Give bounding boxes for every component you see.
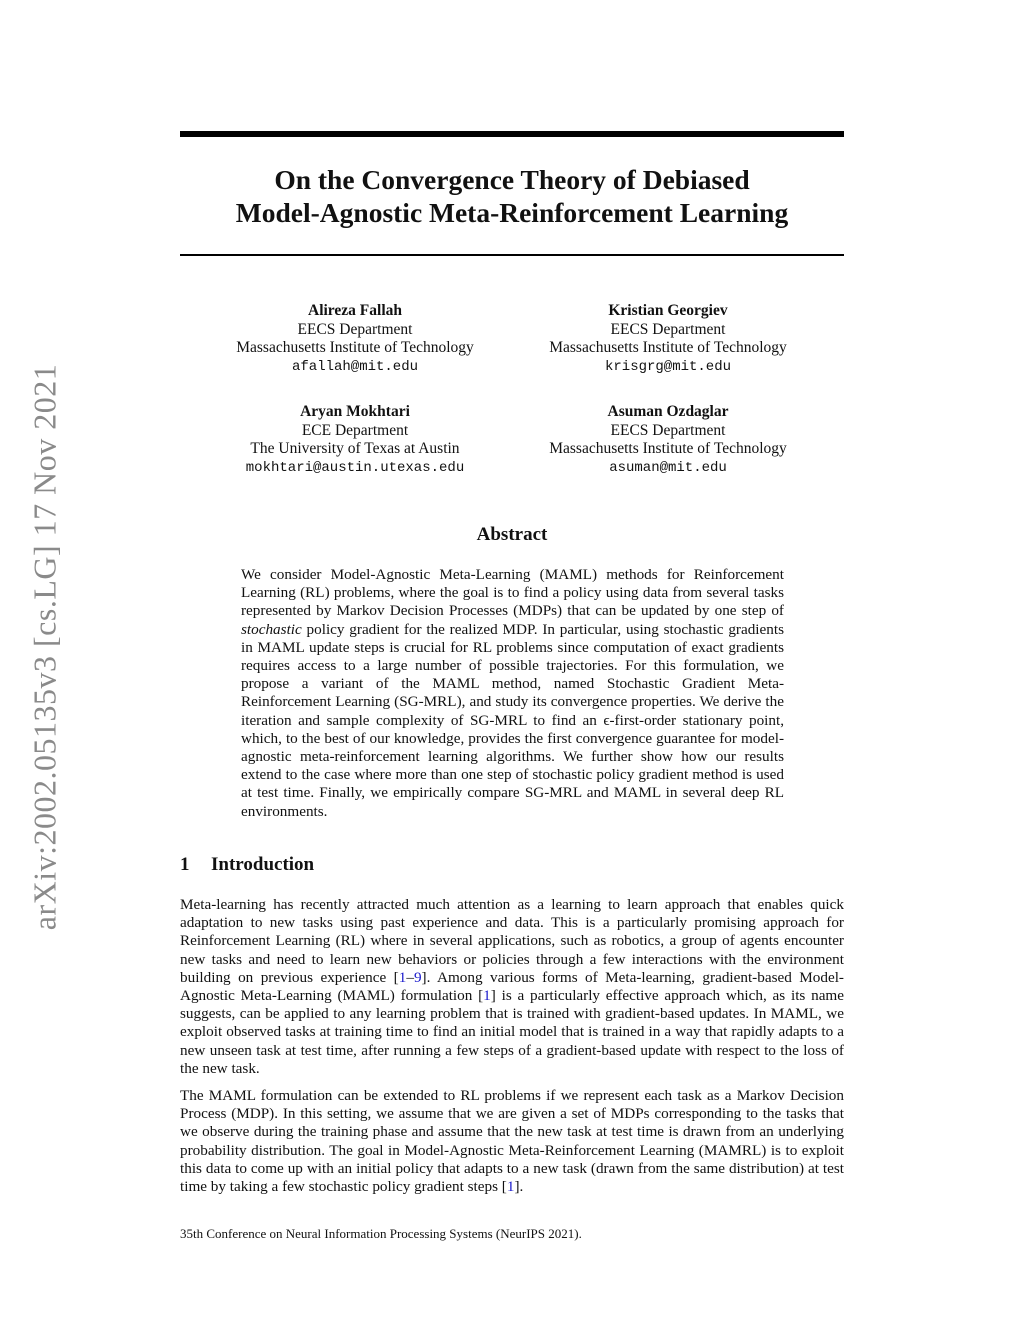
author-affiliation: Massachusetts Institute of Technology [236,339,474,356]
author-block [528,403,808,477]
abstract-text [241,566,784,821]
author-name: Kristian Georgiev [608,302,728,319]
section-title: Introduction [211,854,315,875]
citation-dash: – [406,968,414,986]
author-department: EECS Department [297,320,413,338]
conference-footnote: 35th Conference on Neural Information Processing Systems (NeurIPS 2021). [180,1226,582,1241]
abstract-text-part: We consider Model-Agnostic Meta-Learning (MAML) methods for Reinforcement Learning (RL) problems, where the goal is to find a policy using data from several tasks represented by Markov Decision Processes (MDPs) that can be updated by one step of [241,566,784,620]
author-affiliation: The University of Texas at Austin [250,440,460,457]
citation-link[interactable]: 9 [413,968,422,986]
abstract-emphasis: stochastic [241,620,302,638]
author-block [215,403,495,477]
title-line-1: On the Convergence Theory of Debiased [274,164,750,195]
author-affiliation: Massachusetts Institute of Technology [549,440,787,457]
citation-link[interactable]: 1 [483,987,491,1005]
arxiv-stamp: arXiv:2002.05135v3 [cs.LG] 17 Nov 2021 [26,363,63,931]
author-name: Alireza Fallah [308,302,402,319]
abstract-heading: Abstract [476,524,548,545]
intro-paragraph-2 [180,1087,844,1196]
author-department: EECS Department [610,421,726,439]
author-email: asuman@mit.edu [609,459,727,476]
paragraph-text: ]. Among various forms of Meta-learning, gradient-based Model-Agnostic Meta-Learning (MAML) formulation [ [180,968,844,1005]
section-heading [180,854,314,876]
author-email: krisgrg@mit.edu [604,358,732,375]
intro-paragraph-1 [180,896,844,1078]
title-bottom-rule [180,254,844,256]
paper-title [180,163,844,229]
author-department: EECS Department [610,320,726,338]
paragraph-text: Meta-learning has recently attracted much attention as a learning to learn approach that enables quick adaptation to new tasks using past experience and data. This is a particularly promising approach for Reinforcement Learning (RL) where in several applications, such as robotics, a group of agents encounter new tasks and need to learn new behaviors or policies through a few interactions with the environment building on previous experience [ [180,896,844,986]
author-block [528,302,808,376]
author-name: Asuman Ozdaglar [607,403,729,420]
title-top-rule [180,131,844,137]
title-line-2: Model-Agnostic Meta-Reinforcement Learning [235,197,789,228]
section-number: 1 [180,854,190,875]
author-affiliation: Massachusetts Institute of Technology [549,339,787,356]
paragraph-text: ] is a particularly effective approach which, as its name suggests, can be applied to any learning problem that is trained with gradient-based updates. In MAML, we exploit observed tasks at training time to find an initial model that is trained in a way that rapidly adapts to a new unseen task at test time, after running a few steps of a gradient-based update with respect to the loss of the new task. [180,987,844,1077]
author-name: Aryan Mokhtari [300,403,410,420]
paragraph-text: The MAML formulation can be extended to RL problems if we represent each task as a Markov Decision Process (MDP). In this setting, we assume that we are given a set of MDPs corresponding to the tasks that we observe during the training phase and assume that the new task at test time is drawn from an underlying probability distribution. The goal in Model-Agnostic Meta-Reinforcement Learning (MAMRL) is to exploit this data to come up with an initial policy that adapts to a new task (drawn from the same distribution) at test time by taking a few stochastic policy gradient steps [ [180,1087,844,1196]
paragraph-text: ]. [514,1178,524,1196]
abstract-text-part: policy gradient for the realized MDP. In particular, using stochastic gradients in MAML update steps is crucial for RL problems since computation of exact gradients requires access to a large number of possible trajectories. For this formulation, we propose a variant of the MAML method, named Stochastic Gradient Meta-Reinforcement Learning (SG-MRL), and study its convergence properties. We derive the iteration and sample complexity of SG-MRL to find an ϵ-first-order stationary point, which, to the best of our knowledge, provides the first convergence guarantee for model-agnostic meta-reinforcement learning algorithms. We further show how our results extend to the case where more than one step of stochastic policy gradient method is used at test time. Finally, we empirically compare SG-MRL and MAML in several deep RL environments. [241,620,784,820]
citation-link[interactable]: 1 [506,1178,515,1196]
author-block [215,302,495,376]
author-email: afallah@mit.edu [291,358,419,375]
author-department: ECE Department [301,421,409,439]
citation-link[interactable]: 1 [398,968,407,986]
author-email: mokhtari@austin.utexas.edu [245,459,465,476]
